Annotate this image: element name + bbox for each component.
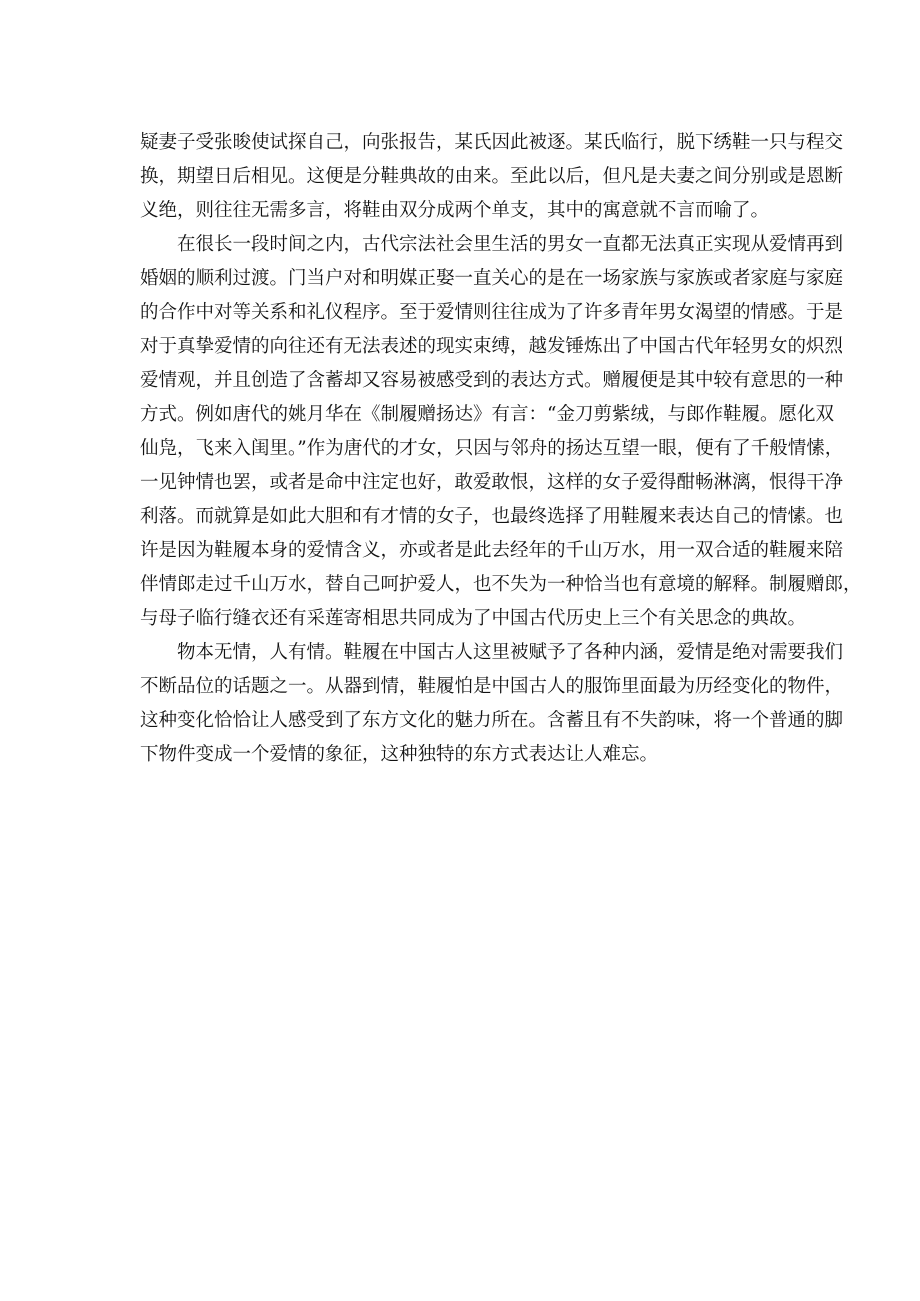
text-line: 婚姻的顺利过渡。门当户对和明媒正娶一直关心的是在一场家族与家族或者家庭与家庭 xyxy=(140,268,844,289)
paragraph-1 xyxy=(140,126,844,228)
body-text xyxy=(140,126,862,772)
text-line: 伴情郎走过千山万水，替自己呵护爱人，也不失为一种恰当也有意境的解释。制履赠郎， xyxy=(140,574,862,595)
paragraph-3 xyxy=(140,636,844,772)
text-line: 物本无情，人有情。鞋履在中国古人这里被赋予了各种内涵，爱情是绝对需要我们 xyxy=(177,642,844,663)
text-line: 许是因为鞋履本身的爱情含义，亦或者是此去经年的千山万水，用一双合适的鞋履来陪 xyxy=(140,540,844,561)
text-line: 爱情观，并且创造了含蓄却又容易被感受到的表达方式。赠履便是其中较有意思的一种 xyxy=(140,370,844,391)
text-line: 一见钟情也罢，或者是命中注定也好，敢爱敢恨，这样的女子爱得酣畅淋漓，恨得干净 xyxy=(140,472,844,493)
text-line: 与母子临行缝衣还有采莲寄相思共同成为了中国古代历史上三个有关思念的典故。 xyxy=(140,608,807,629)
text-line: 仙凫，飞来入闺里。”作为唐代的才女，只因与邻舟的扬达互望一眼，便有了千般情愫， xyxy=(140,438,844,459)
text-line: 对于真挚爱情的向往还有无法表述的现实束缚，越发锤炼出了中国古代年轻男女的炽烈 xyxy=(140,336,844,357)
text-line: 下物件变成一个爱情的象征，这种独特的东方式表达让人难忘。 xyxy=(140,744,659,765)
text-line: 方式。例如唐代的姚月华在《制履赠扬达》有言：“金刀剪紫绒，与郎作鞋履。愿化双 xyxy=(140,404,834,425)
paragraph-2 xyxy=(140,228,862,636)
text-line: 的合作中对等关系和礼仪程序。至于爱情则往往成为了许多青年男女渴望的情感。于是 xyxy=(140,302,844,323)
text-line: 在很长一段时间之内，古代宗法社会里生活的男女一直都无法真正实现从爱情再到 xyxy=(177,234,844,255)
text-line: 疑妻子受张晙使试探自己，向张报告，某氏因此被逐。某氏临行，脱下绣鞋一只与程交 xyxy=(140,132,844,153)
text-line: 不断品位的话题之一。从器到情，鞋履怕是中国古人的服饰里面最为历经变化的物件， xyxy=(140,676,844,697)
text-line: 这种变化恰恰让人感受到了东方文化的魅力所在。含蓄且有不失韵味，将一个普通的脚 xyxy=(140,710,844,731)
text-line: 义绝，则往往无需多言，将鞋由双分成两个单支，其中的寓意就不言而喻了。 xyxy=(140,200,770,221)
text-line: 换，期望日后相见。这便是分鞋典故的由来。至此以后，但凡是夫妻之间分别或是恩断 xyxy=(140,166,844,187)
text-line: 利落。而就算是如此大胆和有才情的女子，也最终选择了用鞋履来表达自己的情愫。也 xyxy=(140,506,844,527)
